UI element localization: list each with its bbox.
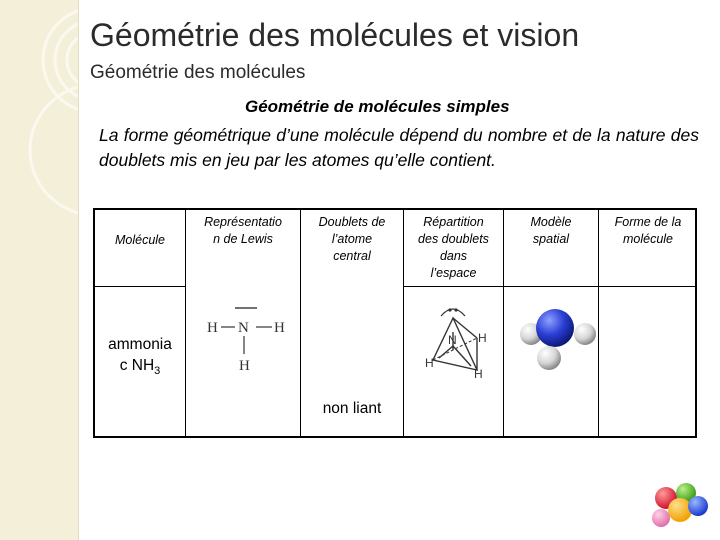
ammonia-ball-model — [509, 306, 601, 382]
header-forme-line: Forme de la — [614, 215, 682, 229]
nitrogen-atom — [536, 309, 574, 347]
header-repartition-line: Répartition — [423, 215, 484, 229]
slide-title: Géométrie des molécules et vision — [90, 17, 580, 53]
header-modele-line: spatial — [532, 232, 570, 246]
header-doublets — [301, 214, 403, 265]
side-rule — [78, 0, 79, 540]
header-doublets-line: Doublets de — [318, 215, 386, 229]
header-doublets-line: l’atome — [331, 232, 373, 246]
header-forme — [599, 214, 697, 248]
lewis-structure — [199, 302, 299, 382]
header-molecule-text: Molécule — [114, 233, 166, 247]
header-modele-line: Modèle — [530, 215, 572, 229]
molecule-formula-text: c NH — [119, 357, 155, 374]
colored-balls-logo-icon — [648, 482, 712, 532]
column-divider — [185, 210, 186, 436]
molecule-name — [99, 334, 181, 382]
molecule-formula-subscript: 3 — [154, 365, 161, 378]
repartition-atom-h: H — [474, 367, 483, 380]
header-repartition-line: des doublets — [418, 232, 489, 246]
row-divider — [95, 286, 185, 287]
header-lewis — [187, 214, 299, 248]
repartition-atom-h: H — [425, 356, 434, 370]
section-heading: Géométrie de molécules simples — [245, 97, 510, 116]
header-lewis-line: n de Lewis — [213, 232, 273, 246]
doublets-value: non liant — [322, 400, 382, 417]
molecule-table — [93, 208, 697, 438]
repartition-diagram — [411, 300, 501, 380]
hydrogen-atom — [574, 323, 596, 345]
n-h-bond — [453, 346, 471, 366]
header-repartition — [404, 214, 503, 282]
header-repartition-line: dans — [439, 249, 468, 263]
header-modele — [504, 214, 598, 248]
row-divider — [403, 286, 697, 287]
side-band — [0, 0, 78, 540]
molecule-name-line: ammonia — [108, 336, 172, 353]
slide-subtitle: Géométrie des molécules — [90, 62, 306, 83]
lewis-atom-h-right: H — [274, 320, 285, 336]
repartition-atom-n: N — [448, 333, 457, 347]
intro-paragraph: La forme géométrique d’une molécule dépend du nombre et de la nature des doublets mis en jeu par les atomes qu’elle contient. — [99, 125, 699, 170]
header-molecule — [95, 232, 185, 249]
header-lewis-line: Représentatio — [204, 215, 282, 229]
lewis-atom-h-left: H — [207, 320, 218, 336]
lone-pair-lobe — [441, 309, 465, 316]
header-forme-line: molécule — [622, 232, 674, 246]
lewis-atom-n: N — [238, 320, 249, 336]
header-doublets-line: central — [333, 249, 371, 263]
repartition-atom-h: H — [478, 331, 487, 345]
lewis-atom-h-bottom: H — [239, 358, 250, 374]
n-h-bond — [439, 346, 453, 358]
concentric-circles-icon — [0, 0, 78, 540]
header-repartition-line: l’espace — [430, 266, 477, 280]
hydrogen-atom — [537, 346, 561, 370]
molecule-formula — [99, 355, 181, 382]
